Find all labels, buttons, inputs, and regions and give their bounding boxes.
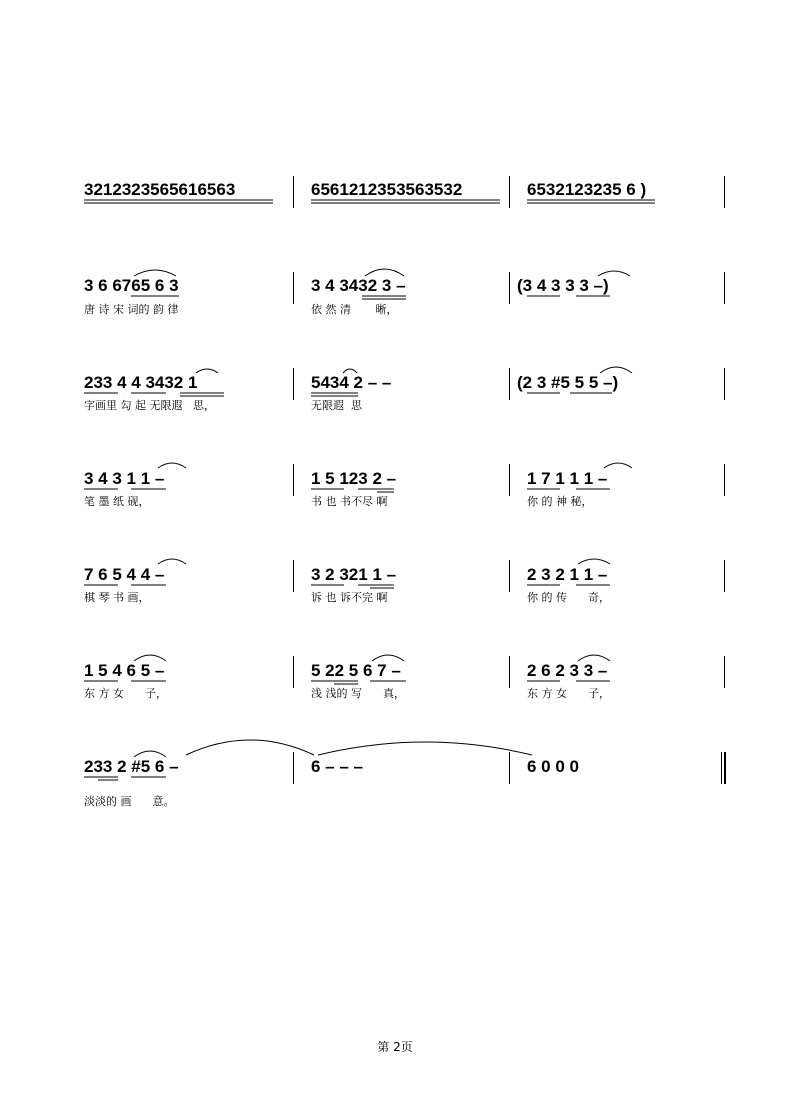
tie <box>158 463 186 468</box>
bar-line <box>724 272 725 304</box>
measure-notes: 1 5 4 6 5 – <box>84 661 165 680</box>
measure-lyrics: 依 然 清 晰， <box>311 303 398 316</box>
measure-notes: 5 22 5 6 7 – <box>311 661 401 680</box>
bar-line <box>724 464 725 496</box>
measure-notes: 6532123235 6 ) <box>527 180 647 199</box>
slur <box>578 559 610 564</box>
measure-notes: 3 4 3 1 1 – <box>84 469 165 488</box>
bar-line <box>509 752 510 784</box>
tie <box>158 559 186 564</box>
bar-line <box>724 560 725 592</box>
measure-notes: 3 4 3432 3 – <box>311 276 406 295</box>
long-tie <box>186 740 314 755</box>
measure-notes: 3212323565616563 <box>84 180 236 199</box>
measure-notes: (2 3 #5 5 5 –) <box>517 373 619 392</box>
measure-notes: 2 3 2 1 1 – <box>527 565 608 584</box>
measure-lyrics: 你 的 传 奇， <box>527 591 610 604</box>
measure-lyrics: 唐 诗 宋 词的 韵 律 <box>84 303 179 316</box>
measure-notes: 233 2 #5 6 – <box>84 757 179 776</box>
bar-line <box>509 656 510 688</box>
measure-lyrics: 东 方 女 子， <box>84 687 167 700</box>
page-number: 第 2页 <box>377 1040 413 1054</box>
measure-notes: 7 6 5 4 4 – <box>84 565 165 584</box>
measure-lyrics: 东 方 女 子， <box>527 687 610 700</box>
measure-notes: 1 7 1 1 1 – <box>527 469 608 488</box>
measure-notes: 3 6 6765 6 3 <box>84 276 179 295</box>
tie <box>604 463 632 468</box>
bar-line <box>293 176 294 208</box>
bar-line <box>509 272 510 304</box>
measure-notes: 1 5 123 2 – <box>311 469 397 488</box>
measure-notes: 233 4 4 3432 1 <box>84 373 198 392</box>
measure-lyrics: 诉 也 诉不完 啊 <box>311 591 388 604</box>
measure-lyrics: 你 的 神 秘， <box>527 495 593 508</box>
measure-lyrics: 浅 浅的 写 真， <box>311 687 405 700</box>
measure-lyrics: 书 也 书不尽 啊 <box>311 495 388 508</box>
bar-line <box>509 368 510 400</box>
bar-line <box>509 176 510 208</box>
measure-lyrics: 笔 墨 纸 砚， <box>84 495 150 508</box>
measure-notes: 6 0 0 0 <box>527 757 579 776</box>
measure-notes: (3 4 3 3 3 –) <box>517 276 609 295</box>
bar-line <box>293 560 294 592</box>
bar-line <box>509 464 510 496</box>
long-tie <box>318 742 532 755</box>
slur <box>365 269 404 276</box>
bar-line <box>293 272 294 304</box>
measure-lyrics: 字画里 勾 起 无限遐 思， <box>84 399 215 412</box>
measure-lyrics: 淡淡的 画 意。 <box>84 795 175 808</box>
measure-lyrics: 无限遐 思 <box>311 399 362 412</box>
measure-notes: 5434 2 – – <box>311 373 392 392</box>
measure-notes: 6 – – – <box>311 757 363 776</box>
measure-notes: 6561212353563532 <box>311 180 463 199</box>
bar-line <box>293 752 294 784</box>
measure-lyrics: 棋 琴 书 画， <box>84 591 150 604</box>
bar-line <box>509 560 510 592</box>
measure-notes: 2 6 2 3 3 – <box>527 661 608 680</box>
measure-notes: 3 2 321 1 – <box>311 565 397 584</box>
bar-line <box>293 656 294 688</box>
slur <box>196 369 218 373</box>
final-bar-thick <box>724 752 726 784</box>
bar-line <box>293 464 294 496</box>
bar-line <box>724 656 725 688</box>
final-bar-thin <box>721 752 722 784</box>
bar-line <box>724 368 725 400</box>
bar-line <box>724 176 725 208</box>
bar-line <box>293 368 294 400</box>
